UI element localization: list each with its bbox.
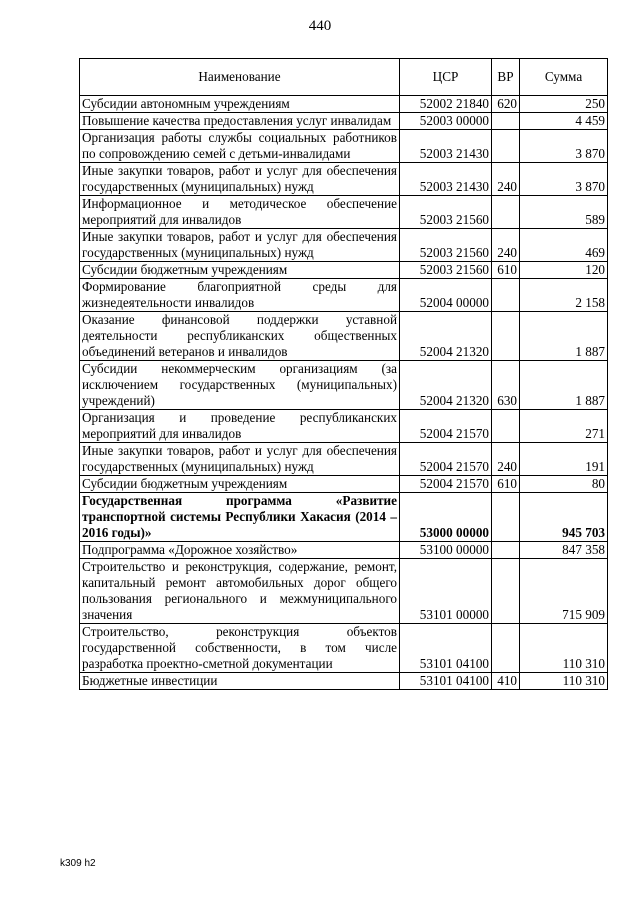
csr-cell: 53000 00000 bbox=[400, 493, 492, 542]
csr-cell: 52004 21570 bbox=[400, 410, 492, 443]
vr-cell bbox=[492, 312, 520, 361]
name-cell: Иные закупки товаров, работ и услуг для обеспечения государственных (муниципальных) нужд bbox=[80, 163, 400, 196]
name-cell: Строительство, реконструкция объектов государственной собственности, в том числе разработка проектно-сметной документации bbox=[80, 624, 400, 673]
sum-cell: 589 bbox=[520, 196, 608, 229]
vr-cell bbox=[492, 279, 520, 312]
table-row bbox=[80, 196, 608, 229]
table-row bbox=[80, 163, 608, 196]
csr-cell: 52004 21570 bbox=[400, 443, 492, 476]
vr-cell bbox=[492, 542, 520, 559]
name-cell: Иные закупки товаров, работ и услуг для обеспечения государственных (муниципальных) нужд bbox=[80, 443, 400, 476]
name-cell: Организация и проведение республиканских мероприятий для инвалидов bbox=[80, 410, 400, 443]
vr-cell bbox=[492, 196, 520, 229]
sum-cell: 3 870 bbox=[520, 163, 608, 196]
vr-cell: 610 bbox=[492, 476, 520, 493]
sum-cell: 3 870 bbox=[520, 130, 608, 163]
sum-cell: 110 310 bbox=[520, 624, 608, 673]
csr-cell: 52003 21560 bbox=[400, 196, 492, 229]
sum-cell: 1 887 bbox=[520, 312, 608, 361]
vr-cell bbox=[492, 559, 520, 624]
table-row bbox=[80, 361, 608, 410]
name-cell: Повышение качества предоставления услуг инвалидам bbox=[80, 113, 400, 130]
csr-cell: 52002 21840 bbox=[400, 96, 492, 113]
table-row bbox=[80, 96, 608, 113]
name-cell: Бюджетные инвестиции bbox=[80, 673, 400, 690]
vr-cell: 630 bbox=[492, 361, 520, 410]
name-cell: Подпрограмма «Дорожное хозяйство» bbox=[80, 542, 400, 559]
vr-cell bbox=[492, 113, 520, 130]
csr-cell: 53101 04100 bbox=[400, 673, 492, 690]
vr-cell: 240 bbox=[492, 443, 520, 476]
csr-cell: 52003 21560 bbox=[400, 262, 492, 279]
budget-table bbox=[79, 58, 608, 690]
table-row bbox=[80, 229, 608, 262]
header-name: Наименование bbox=[80, 59, 400, 96]
table-row bbox=[80, 130, 608, 163]
table-row bbox=[80, 113, 608, 130]
csr-cell: 53101 00000 bbox=[400, 559, 492, 624]
sum-cell: 271 bbox=[520, 410, 608, 443]
vr-cell: 240 bbox=[492, 229, 520, 262]
name-cell: Иные закупки товаров, работ и услуг для обеспечения государственных (муниципальных) нужд bbox=[80, 229, 400, 262]
sum-cell: 1 887 bbox=[520, 361, 608, 410]
table-row bbox=[80, 542, 608, 559]
table-row bbox=[80, 559, 608, 624]
csr-cell: 52003 21560 bbox=[400, 229, 492, 262]
page-number: 440 bbox=[308, 18, 332, 34]
vr-cell bbox=[492, 624, 520, 673]
sum-cell: 120 bbox=[520, 262, 608, 279]
vr-cell bbox=[492, 493, 520, 542]
vr-cell: 610 bbox=[492, 262, 520, 279]
sum-cell: 469 bbox=[520, 229, 608, 262]
name-cell: Формирование благоприятной среды для жизнедеятельности инвалидов bbox=[80, 279, 400, 312]
csr-cell: 52004 00000 bbox=[400, 279, 492, 312]
sum-cell: 945 703 bbox=[520, 493, 608, 542]
table-row bbox=[80, 443, 608, 476]
name-cell: Субсидии автономным учреждениям bbox=[80, 96, 400, 113]
name-cell: Информационное и методическое обеспечение мероприятий для инвалидов bbox=[80, 196, 400, 229]
name-cell: Субсидии бюджетным учреждениям bbox=[80, 476, 400, 493]
name-cell: Оказание финансовой поддержки уставной деятельности республиканских общественных объединений ветеранов и инвалидов bbox=[80, 312, 400, 361]
header-vr: ВР bbox=[492, 59, 520, 96]
vr-cell: 240 bbox=[492, 163, 520, 196]
sum-cell: 2 158 bbox=[520, 279, 608, 312]
csr-cell: 53100 00000 bbox=[400, 542, 492, 559]
name-cell: Строительство и реконструкция, содержание, ремонт, капитальный ремонт автомобильных дорог общего пользования регионального и межмуниципального значения bbox=[80, 559, 400, 624]
csr-cell: 52003 00000 bbox=[400, 113, 492, 130]
vr-cell bbox=[492, 130, 520, 163]
sum-cell: 110 310 bbox=[520, 673, 608, 690]
sum-cell: 80 bbox=[520, 476, 608, 493]
header-csr: ЦСР bbox=[400, 59, 492, 96]
csr-cell: 52004 21320 bbox=[400, 361, 492, 410]
vr-cell bbox=[492, 410, 520, 443]
table-row bbox=[80, 262, 608, 279]
header-sum: Сумма bbox=[520, 59, 608, 96]
sum-cell: 715 909 bbox=[520, 559, 608, 624]
table-row bbox=[80, 673, 608, 690]
table-row bbox=[80, 410, 608, 443]
table-row bbox=[80, 279, 608, 312]
sum-cell: 191 bbox=[520, 443, 608, 476]
name-cell: Субсидии бюджетным учреждениям bbox=[80, 262, 400, 279]
csr-cell: 52004 21570 bbox=[400, 476, 492, 493]
csr-cell: 52004 21320 bbox=[400, 312, 492, 361]
sum-cell: 250 bbox=[520, 96, 608, 113]
vr-cell: 410 bbox=[492, 673, 520, 690]
header-row bbox=[80, 59, 608, 96]
footer-code: k309 h2 bbox=[60, 858, 96, 869]
sum-cell: 847 358 bbox=[520, 542, 608, 559]
csr-cell: 52003 21430 bbox=[400, 130, 492, 163]
csr-cell: 53101 04100 bbox=[400, 624, 492, 673]
name-cell: Субсидии некоммерческим организациям (за исключением государственных (муниципальных) учреждений) bbox=[80, 361, 400, 410]
table-row bbox=[80, 476, 608, 493]
table-row bbox=[80, 624, 608, 673]
sum-cell: 4 459 bbox=[520, 113, 608, 130]
name-cell: Государственная программа «Развитие транспортной системы Республики Хакасия (2014 – 2016 годы)» bbox=[80, 493, 400, 542]
csr-cell: 52003 21430 bbox=[400, 163, 492, 196]
table-row bbox=[80, 312, 608, 361]
table-row bbox=[80, 493, 608, 542]
vr-cell: 620 bbox=[492, 96, 520, 113]
name-cell: Организация работы службы социальных работников по сопровождению семей с детьми-инвалидами bbox=[80, 130, 400, 163]
